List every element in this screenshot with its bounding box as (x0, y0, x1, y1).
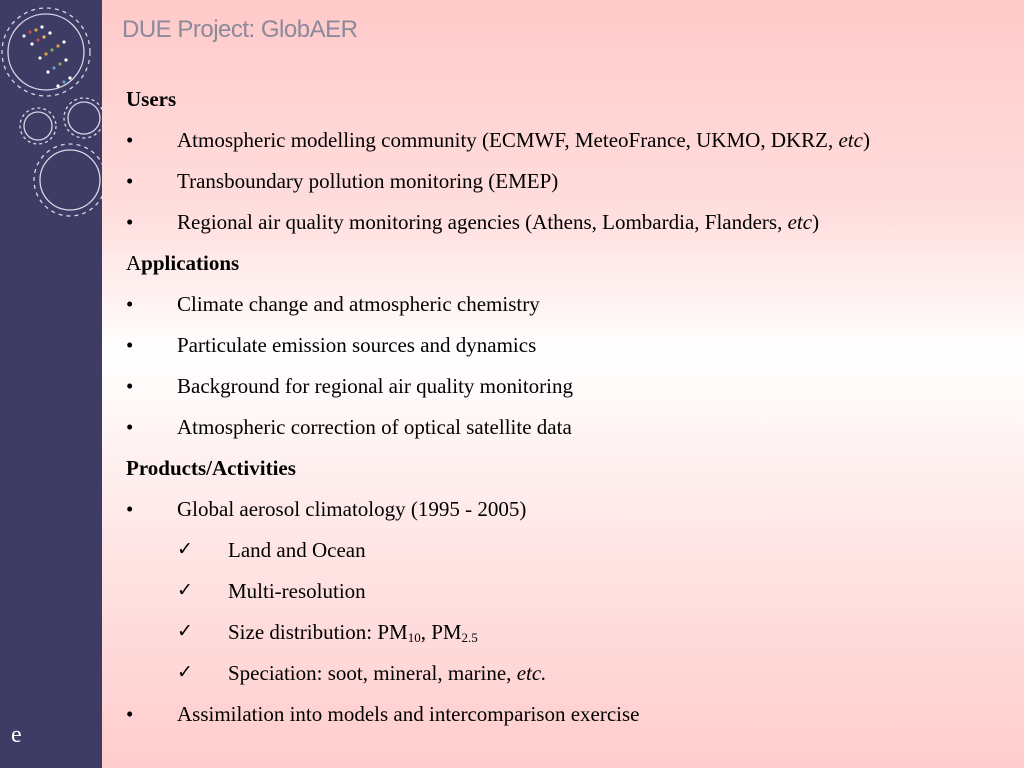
bullet-icon: • (126, 497, 134, 521)
bullet-icon: • (126, 374, 134, 398)
bullet-icon: • (126, 702, 134, 726)
list-item (126, 287, 1006, 328)
bullet-icon: • (126, 333, 134, 357)
slide-title: DUE Project: GlobAER (122, 16, 358, 43)
list-item (126, 492, 1006, 533)
heading-applications (126, 246, 1006, 287)
list-item-text: Particulate emission sources and dynamics (177, 333, 537, 357)
list-item-text: Climate change and atmospheric chemistry (177, 292, 540, 316)
gear-decoration-icon (0, 0, 102, 230)
sub-list-item (126, 533, 1006, 574)
list-item (126, 328, 1006, 369)
bullet-icon: • (126, 128, 134, 152)
list-item-text: Atmospheric modelling community (ECMWF, MeteoFrance, UKMO, DKRZ, etc) (177, 128, 870, 152)
sub-list-item-text: Multi-resolution (228, 579, 366, 603)
footer-letter: e (11, 722, 22, 748)
checkmark-icon: ✓ (177, 662, 193, 683)
bullet-icon: • (126, 415, 134, 439)
list-item (126, 697, 1006, 738)
heading-products-text: Products/Activities (126, 456, 296, 480)
sub-list-item (126, 615, 1006, 656)
list-item-text: Assimilation into models and intercomparison exercise (177, 702, 640, 726)
sub-list-item-text: Speciation: soot, mineral, marine, etc. (228, 661, 547, 685)
list-item (126, 205, 1006, 246)
list-item (126, 123, 1006, 164)
heading-users (126, 82, 1006, 123)
sub-list-item (126, 574, 1006, 615)
list-item-text: Regional air quality monitoring agencies (Athens, Lombardia, Flanders, etc) (177, 210, 820, 234)
heading-applications-rest: pplications (141, 251, 240, 275)
checkmark-icon: ✓ (177, 539, 193, 560)
sidebar (0, 0, 102, 768)
list-item (126, 164, 1006, 205)
list-item-text: Atmospheric correction of optical satellite data (177, 415, 572, 439)
list-item (126, 410, 1006, 451)
list-item (126, 369, 1006, 410)
bullet-icon: • (126, 292, 134, 316)
list-item-text: Transboundary pollution monitoring (EMEP) (177, 169, 559, 193)
list-item-text: Global aerosol climatology (1995 - 2005) (177, 497, 527, 521)
checkmark-icon: ✓ (177, 621, 193, 642)
heading-products (126, 451, 1006, 492)
heading-applications-first: A (126, 251, 142, 275)
heading-users-text: Users (126, 87, 177, 111)
bullet-icon: • (126, 210, 134, 234)
checkmark-icon: ✓ (177, 580, 193, 601)
bullet-icon: • (126, 169, 134, 193)
slide-content (126, 82, 1006, 738)
list-item-text: Background for regional air quality monitoring (177, 374, 573, 398)
sub-list-item (126, 656, 1006, 697)
sub-list-item-text: Land and Ocean (228, 538, 366, 562)
sub-list-item-text: Size distribution: $PM_{10}$, $PM_{2.5}$ (228, 620, 478, 645)
